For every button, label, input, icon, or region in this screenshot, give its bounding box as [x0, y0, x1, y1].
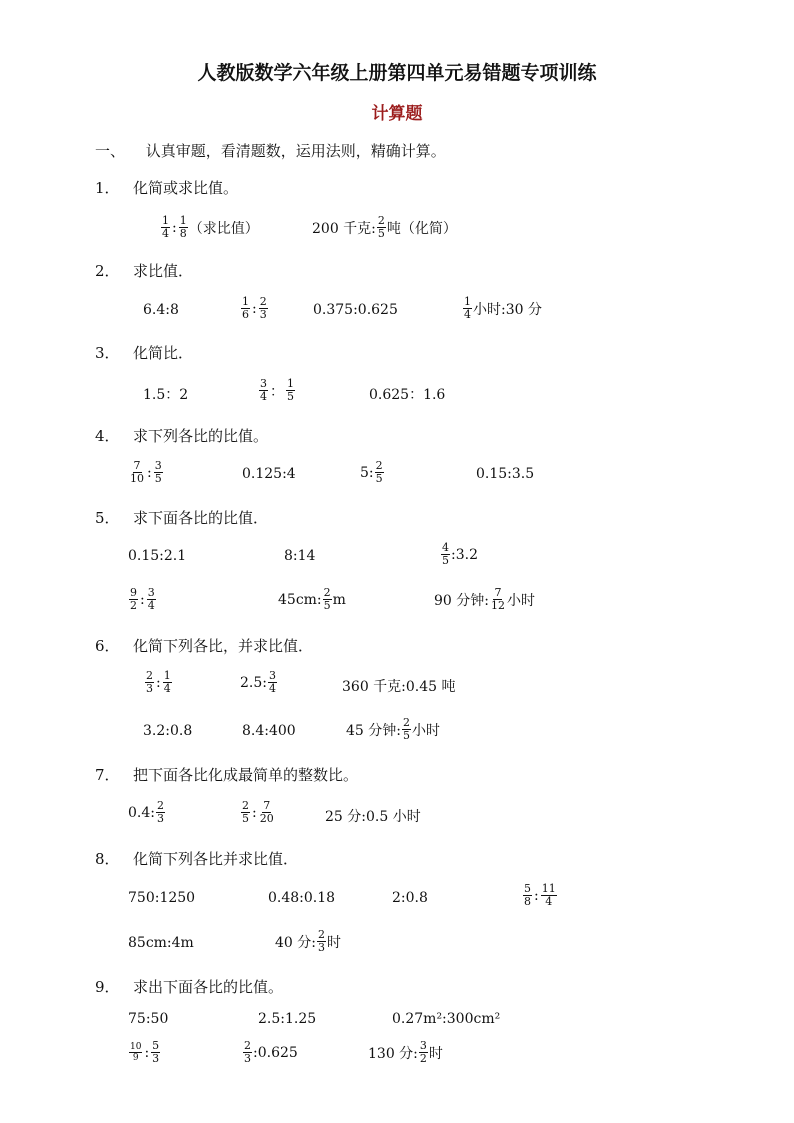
problem-item: 45 分钟: $\frac{2}{5}$ 小时: [346, 716, 440, 742]
section-subtitle: 计算题: [371, 104, 423, 124]
problem-item: 130 分: $\frac{3}{2}$ 时: [368, 1039, 443, 1065]
problem-item: $\frac{1}{6}$ : $\frac{2}{3}$: [242, 295, 267, 321]
problem-item: 3.2:0.8: [143, 723, 193, 739]
section-instruction-text: 认真审题，看清题数，运用法则，精确计算。: [145, 142, 446, 160]
problem-item: 0.48:0.18: [268, 890, 336, 906]
problem-item: 0.15:2.1: [128, 548, 187, 564]
problem-item: 200 千克: $\frac{2}{5}$ 吨（化简）: [312, 214, 457, 240]
problem-item: 90 分钟: $\frac{7}{12}$ 小时: [434, 586, 535, 612]
problem-item: 0.15:3.5: [476, 466, 535, 482]
problem-item: 2:0.8: [392, 890, 428, 906]
question-text: 化简或求比值。: [133, 179, 239, 197]
problem-item: $\frac{4}{5}$ :3.2: [442, 541, 478, 567]
problem-item: 0.125:4: [242, 466, 296, 482]
problem-item: 25 分:0.5 小时: [325, 809, 421, 825]
problem-item: 75:50: [128, 1011, 169, 1027]
question-number: 1．: [95, 179, 120, 197]
question-number: 7．: [95, 766, 120, 784]
problem-item: 45cm: $\frac{2}{5}$ m: [278, 586, 346, 612]
problem-item: 750:1250: [128, 890, 196, 906]
question-text: 求下列各比的比值。: [133, 427, 269, 445]
problem-item: $\frac{3}{4}$ ： $\frac{1}{5}$: [260, 377, 294, 403]
question-text: 把下面各比化成最简单的整数比。: [133, 766, 359, 784]
question-text: 求出下面各比的比值。: [133, 978, 284, 996]
problem-item: 2.5: $\frac{3}{4}$: [240, 669, 276, 695]
problem-item: $\frac{2}{3}$ : $\frac{1}{4}$: [146, 669, 171, 695]
section-number: 一、: [95, 142, 126, 160]
problem-item: $\frac{9}{2}$ : $\frac{3}{4}$: [130, 586, 155, 612]
problem-item: 0.27m²:300cm²: [392, 1011, 501, 1027]
problem-item: 40 分: $\frac{2}{3}$ 时: [275, 928, 341, 954]
question-number: 5．: [95, 509, 120, 527]
problem-item: $\frac{5}{8}$ : $\frac{11}{4}$: [524, 882, 556, 908]
problem-item: 0.4: $\frac{2}{3}$: [128, 799, 164, 825]
question-text: 化简下列各比并求比值．: [133, 850, 299, 868]
question-text: 求下面各比的比值．: [133, 509, 269, 527]
problem-item: $\frac{2}{5}$ : $\frac{7}{20}$: [242, 799, 274, 825]
problem-item: $\frac{1}{4}$ 小时:30 分: [464, 295, 542, 321]
page-title: 人教版数学六年级上册第四单元易错题专项训练: [197, 62, 597, 84]
question-text: 化简下列各比，并求比值．: [133, 637, 314, 655]
question-number: 3．: [95, 344, 120, 362]
question-number: 9．: [95, 978, 120, 996]
problem-item: 1.5：2: [143, 387, 189, 403]
problem-item: 85cm:4m: [128, 935, 194, 951]
question-number: 8．: [95, 850, 120, 868]
question-number: 6．: [95, 637, 120, 655]
problem-item: 0.375:0.625: [313, 302, 398, 318]
question-text: 求比值．: [133, 262, 194, 280]
problem-item: 0.625：1.6: [369, 387, 446, 403]
problem-item: $\frac{10}{9}$ : $\frac{5}{3}$: [130, 1039, 160, 1065]
problem-item: 8:14: [284, 548, 316, 564]
question-number: 4．: [95, 427, 120, 445]
question-number: 2．: [95, 262, 120, 280]
question-text: 化简比．: [133, 344, 194, 362]
problem-item: $\frac{7}{10}$ : $\frac{3}{5}$: [130, 459, 162, 485]
problem-item: 360 千克:0.45 吨: [342, 679, 456, 695]
section-instruction: [95, 140, 446, 161]
problem-item: 5: $\frac{2}{5}$: [360, 459, 383, 485]
problem-item: 8.4:400: [242, 723, 296, 739]
problem-item: $\frac{1}{4}$ : $\frac{1}{8}$ （求比值）: [162, 214, 259, 240]
problem-item: $\frac{2}{3}$ :0.625: [244, 1039, 298, 1065]
problem-item: 2.5:1.25: [258, 1011, 317, 1027]
problem-item: 6.4:8: [143, 302, 179, 318]
